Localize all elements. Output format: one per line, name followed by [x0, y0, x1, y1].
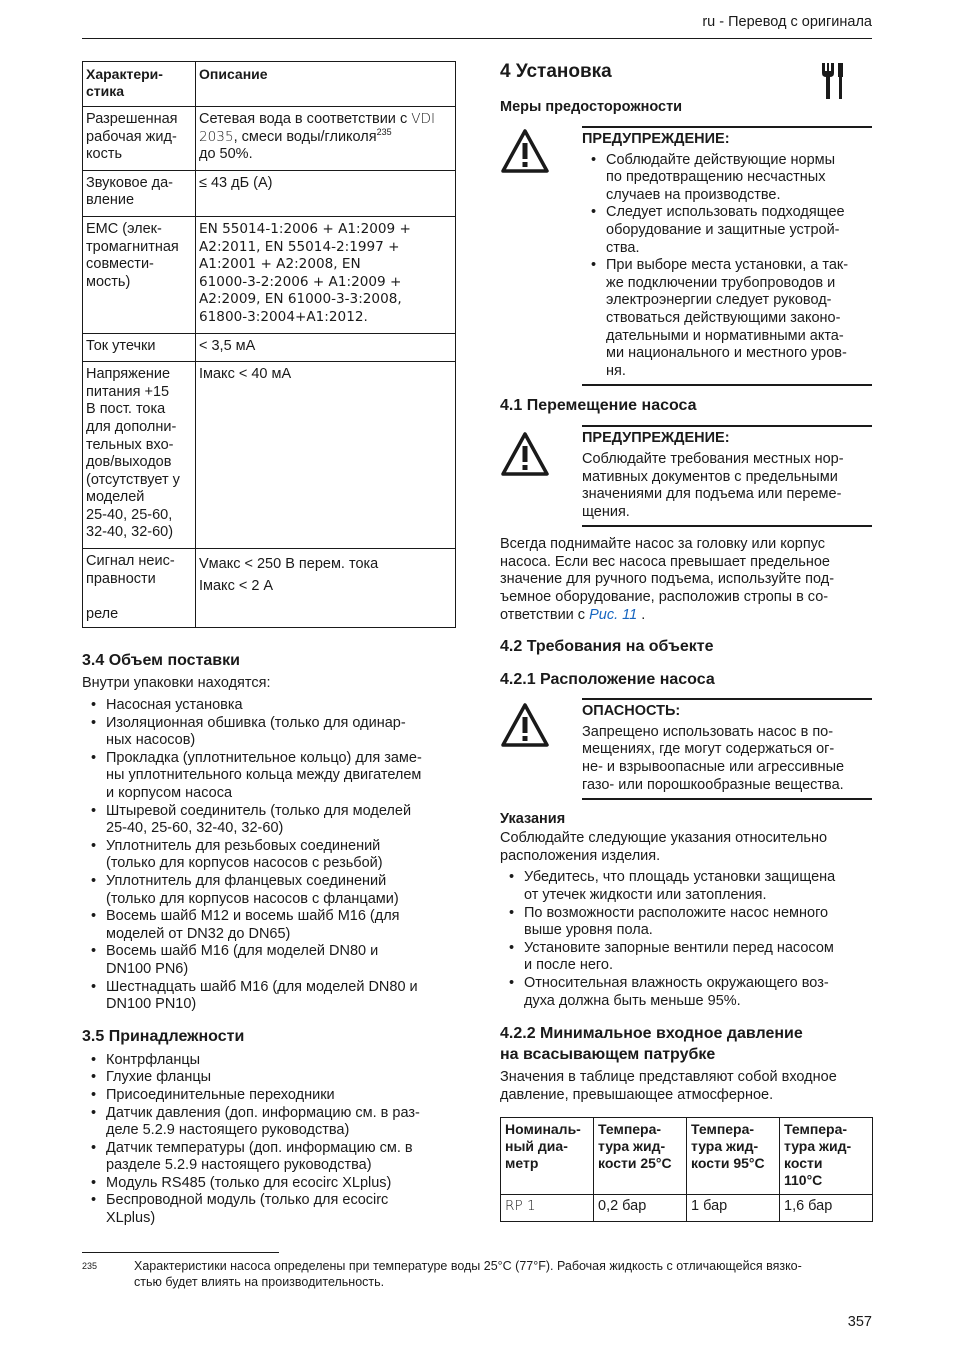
spec-key: Разрешенная рабочая жид- кость — [83, 107, 196, 171]
spec-header-description: Описание — [196, 62, 456, 107]
spec-table — [82, 61, 456, 628]
spec-key: EMC (элек- тромагнитная совмести- мость) — [83, 216, 196, 333]
spec-value-part: до 50%. — [199, 146, 253, 163]
list-item: • Модуль RS485 (только для ecocirc XLplus) — [82, 1175, 455, 1193]
list-item: • Беспроводной модуль (только для ecocirc XLplus) — [82, 1192, 455, 1227]
notes-intro: Соблюдайте следующие указания относительно расположения изделия. — [500, 830, 828, 864]
list-item: • Прокладка (уплотнительное кольцо) для заме- ны уплотнительного кольца между двигателем и корпусом насоса — [82, 750, 455, 803]
spec-key: Звуковое да- вление — [83, 170, 196, 216]
list-item: • Относительная влажность окружающего воз- духа должна быть меньше 95%. — [500, 975, 872, 1010]
list-item: • Штыревой соединитель (только для моделей 25-40, 25-60, 32-40, 32-60) — [82, 803, 455, 838]
warning-box-lifting — [500, 425, 872, 527]
chapter-heading — [500, 61, 872, 91]
spec-value-standard: VDI 2035 — [199, 111, 435, 145]
list-item: • Восемь шайб M12 и восемь шайб M16 (для моделей от DN32 до DN65) — [82, 908, 455, 943]
list-item: • Установите запорные вентили перед насосом и после него. — [500, 940, 872, 975]
spec-value-part: Сетевая вода в соответствии с — [199, 111, 412, 127]
paragraph-text: . — [637, 606, 646, 623]
warning-content — [582, 425, 872, 527]
right-column — [500, 61, 872, 1222]
table-row — [501, 1195, 873, 1222]
warning-triangle-icon — [500, 431, 550, 477]
danger-title: ОПАСНОСТЬ: — [582, 703, 681, 720]
list-item: • При выборе места установки, а так- же подключении трубопроводов и электроэнергии следует руковод- ствоваться действующими законо- дательными и нормативными акта- ми национального и местного уров- ня. — [582, 257, 872, 380]
figure-link[interactable]: Рис. 11 — [589, 606, 638, 623]
warning-content — [582, 126, 872, 386]
pressure-cell: 0,2 бар — [594, 1195, 687, 1222]
footnote-number: 235 — [82, 1261, 98, 1271]
list-item: • Контрфланцы — [82, 1052, 455, 1070]
list-item: • Соблюдайте действующие нормы по предотвращению несчастных случаев на производстве. — [582, 152, 872, 205]
pressure-table — [500, 1117, 873, 1222]
page-header: ru - Перевод с оригинала — [702, 14, 872, 30]
table-row — [83, 333, 456, 362]
list-item: • Уплотнитель для фланцевых соединений (только для корпусов насосов с фланцами) — [82, 873, 455, 908]
spec-value: Iмакс < 40 мА — [196, 362, 456, 549]
header-rule — [82, 38, 872, 39]
pressure-header: Темпера- тура жид- кости 25°C — [594, 1118, 687, 1195]
spec-key: Напряжение питания +15 В пост. тока для дополни- тельных вхо- дов/выходов (отсутствует у моделей 25-40, 25-60, 32-40, 32-60) — [83, 362, 196, 549]
pressure-intro: Значения в таблице представляют собой входное давление, превышающее атмосферное. — [500, 1069, 837, 1103]
table-row — [83, 549, 456, 628]
spec-key: Ток утечки — [83, 333, 196, 362]
delivery-list — [82, 697, 455, 1014]
paragraph-text: Всегда поднимайте насос за головку или корпус насоса. Если вес насоса превышает предельное значение для ручного подъема, используйте под- ъемное оборудование, расположив стропы в со- ответствии с — [500, 536, 835, 623]
table-row — [83, 216, 456, 333]
list-item: • Изоляционная обшивка (только для одинар- ных насосов) — [82, 715, 455, 750]
section-title: 4.2.2 Минимальное входное давление на всасывающем патрубке — [500, 1025, 803, 1064]
warning-text: Соблюдайте требования местных нор- мативных документов с предельными значениями для подъема или переме- щения. — [582, 450, 844, 520]
warning-title: ПРЕДУПРЕЖДЕНИЕ: — [582, 430, 730, 447]
pressure-header: Темпера- тура жид- кости 95°C — [687, 1118, 780, 1195]
warning-list — [582, 152, 872, 381]
pressure-cell: RP 1 — [501, 1195, 594, 1222]
spec-table-header — [83, 62, 456, 107]
spec-value: < 3,5 мА — [196, 333, 456, 362]
section-title: 4.2 Требования на объекте — [500, 638, 714, 656]
list-item: • Шестнадцать шайб M16 (для моделей DN80 и DN100 PN10) — [82, 979, 455, 1014]
list-item: • Следует использовать подходящее оборудование и защитные устрой- ства. — [582, 204, 872, 257]
pressure-table-header — [501, 1118, 873, 1195]
table-row — [83, 362, 456, 549]
list-item: • Присоединительные переходники — [82, 1087, 455, 1105]
tools-icon — [820, 61, 846, 101]
left-column — [82, 61, 455, 1228]
table-row — [83, 170, 456, 216]
warning-title: ПРЕДУПРЕЖДЕНИЕ: — [582, 131, 730, 147]
spec-value: ≤ 43 дБ (А) — [196, 170, 456, 216]
pressure-cell: 1,6 бар — [780, 1195, 873, 1222]
chapter-title: 4 Установка — [500, 61, 612, 82]
section-title: 4.1 Перемещение насоса — [500, 397, 697, 415]
warning-triangle-icon — [500, 128, 550, 174]
footnote-ref: 235 — [376, 126, 392, 137]
danger-content — [582, 698, 872, 800]
pressure-header: Темпера- тура жид- кости 110°C — [780, 1118, 873, 1195]
danger-text: Запрещено использовать насос в по- мещениях, где могут содержаться ог- не- и взрывоопасные или агрессивные газо- или порошкообразные вещества. — [582, 723, 845, 793]
spec-value-part: , смеси воды/гликоля — [233, 128, 377, 145]
list-item: • Насосная установка — [82, 697, 455, 715]
list-item: • Уплотнитель для резьбовых соединений (только для корпусов насосов с резьбой) — [82, 838, 455, 873]
pressure-header: Номиналь- ный диа- метр — [501, 1118, 594, 1195]
spec-key: Сигнал неис- правности реле — [83, 549, 196, 628]
lifting-paragraph — [500, 536, 872, 624]
pressure-cell: 1 бар — [687, 1195, 780, 1222]
placement-list — [500, 869, 872, 1010]
warning-triangle-icon — [500, 702, 550, 748]
footnote-text: Характеристики насоса определены при температуре воды 25°C (77°F). Рабочая жидкость с отличающейся вязко- стью будет влиять на производительность. — [134, 1259, 802, 1289]
spec-value: Vмакс < 250 В перем. тока Iмакс < 2 А — [196, 549, 456, 628]
list-item: • Глухие фланцы — [82, 1069, 455, 1087]
section-intro: Внутри упаковки находятся: — [82, 675, 271, 692]
danger-box — [500, 698, 872, 800]
list-item: • Датчик давления (доп. информацию см. в раз- деле 5.2.9 настоящего руководства) — [82, 1105, 455, 1140]
section-title: 3.4 Объем поставки — [82, 652, 240, 670]
precautions-title: Меры предосторожности — [500, 99, 683, 115]
warning-box-safety — [500, 126, 872, 386]
page-number: 357 — [847, 1314, 872, 1330]
section-title: 3.5 Принадлежности — [82, 1027, 245, 1045]
table-row — [83, 107, 456, 171]
list-item: • Убедитесь, что площадь установки защищена от утечек жидкости или затопления. — [500, 869, 872, 904]
list-item: • Восемь шайб M16 (для моделей DN80 и DN100 PN6) — [82, 943, 455, 978]
accessories-list — [82, 1052, 455, 1228]
notes-title: Указания — [500, 811, 566, 828]
list-item: • По возможности расположите насос немного выше уровня пола. — [500, 905, 872, 940]
spec-value: EN 55014-1:2006 + A1:2009 + A2:2011, EN 55014-2:1997 + A1:2001 + A2:2008, EN 61000-3-2:2006 + A1:2009 + A2:2009, EN 61000-3-3:2008, 61800-3:2004+A1:2012. — [196, 216, 456, 333]
spec-header-characteristic: Характери- стика — [83, 62, 196, 107]
footnote-rule — [82, 1252, 279, 1253]
list-item: • Датчик температуры (доп. информацию см. в разделе 5.2.9 настоящего руководства) — [82, 1140, 455, 1175]
spec-value — [196, 107, 456, 171]
section-title: 4.2.1 Расположение насоса — [500, 671, 715, 689]
